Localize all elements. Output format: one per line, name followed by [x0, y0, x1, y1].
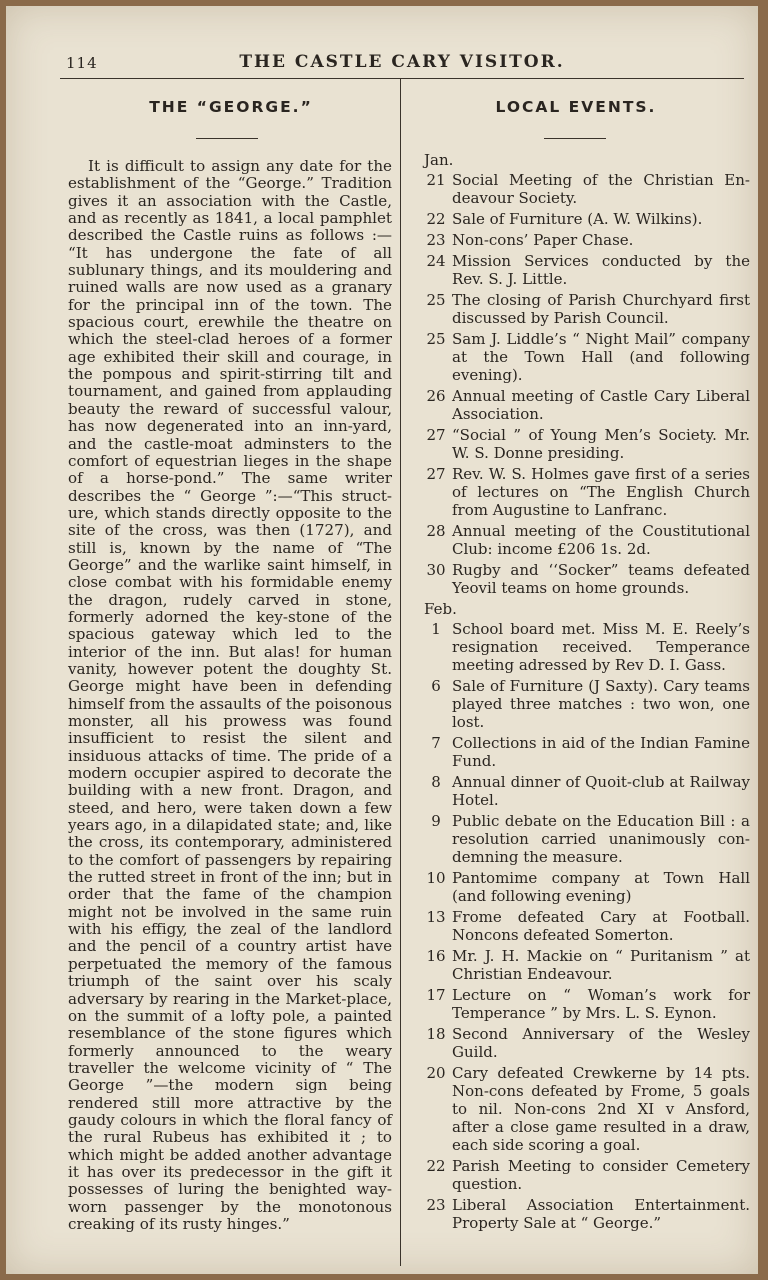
- event-day: 28: [426, 522, 446, 540]
- events-title-rule: [544, 138, 606, 139]
- page: [6, 6, 758, 1274]
- event-item: [420, 869, 750, 905]
- event-text: Annual dinner of Quoit-club at Railway Hotel.: [452, 773, 750, 809]
- event-text: Collections in aid of the Indian Famine Fund.: [452, 734, 750, 770]
- event-day: 8: [431, 773, 441, 791]
- event-item: [420, 947, 750, 983]
- event-item: [420, 1025, 750, 1061]
- column-divider: [400, 78, 401, 1266]
- event-text: Annual meeting of Castle Cary Liberal Association.: [452, 387, 750, 423]
- event-day: 23: [426, 231, 446, 249]
- event-day: 23: [426, 1196, 446, 1214]
- event-text: Rev. W. S. Holmes gave first of a series of lectures on “The English Church from Augustine to Lanfranc.: [452, 465, 750, 519]
- event-text: Rugby and ‘‘Socker” teams defeated Yeovil teams on home grounds.: [452, 561, 750, 597]
- event-text: Liberal Association Entertainment. Property Sale at “ George.”: [452, 1196, 750, 1232]
- article-body: It is difficult to assign any date for the establishment of the “George.” Tradition gives it an association with the Castle, and as recently as 1841, a local pamphlet described the Castle ruins as follows :— “It has undergone the fate of all sublunary things, and its mouldering and ruined walls are now used as a granary for the principal inn of the town. The spacious court, erewhile the theatre on which the steel-clad heroes of a former age exhibited their skill and courage, in the pompous and spirit-stirring tilt and tournament, and gained from applauding beauty the reward of successful valour, has now degenerated into an inn-yard, and the castle-moat adminsters to the comfort of equestrian lieges in the shape of a horse-pond.” The same writer describes the “ George ”:—“This structure, which stands directly opposite to the site of the cross, was then (1727), and still is, known by the name of “The George” and the warlike saint himself, in close combat with his formidable enemy the dragon, rudely carved in stone, formerly adorned the key-stone of the spacious gateway which led to the interior of the inn. But alas! for human vanity, however potent the doughty St. George might have been in defending himself from the assaults of the poisonous monster, all his prowess was found insufficient to resist the silent and insiduous attacks of time. The pride of a modern occupier aspired to decorate the building with a new front. Dragon, and steed, and hero, were taken down a few years ago, in a dilapidated state; and, like the cross, its contemporary, administered to the comfort of passengers by repairing the rutted street in front of the inn; but in order that the fame of the champion might not be involved in the same ruin with his effigy, the zeal of the landlord and the pencil of a country artist have perpetuated the memory of the famous triumph of the saint over his scaly adversary by rearing in the Market-place, on the summit of a lofty pole, a painted resemblance of the stone figures which formerly announced to the weary traveller the welcome vicinity of “ The George ”—the modern sign being rendered still more attractive by the gaudy colours in which the floral fancy of the rural Rubeus has exhibited it ; to which might be added another advantage it has over its predecessor in the gift it possesses of luring the benighted way-worn passenger by the monotonous creaking of its rusty hinges.”: [68, 157, 392, 1233]
- event-item: [420, 1196, 750, 1232]
- header-rule: [60, 78, 744, 79]
- event-day: 17: [426, 986, 446, 1004]
- event-text: Sale of Furniture (J Saxty). Cary teams played three matches : two won, one lost.: [452, 677, 750, 731]
- event-text: School board met. Miss M. E. Reely’s resignation received. Temperance meeting adressed by Rev D. I. Gass.: [452, 620, 750, 674]
- running-title: THE CASTLE CARY VISITOR.: [239, 52, 565, 72]
- event-text: Parish Meeting to consider Cemetery question.: [452, 1157, 750, 1193]
- event-item: [420, 426, 750, 462]
- event-item: [420, 812, 750, 866]
- events-list: [420, 151, 750, 1235]
- event-text: Pantomime company at Town Hall (and following evening): [452, 869, 750, 905]
- event-item: [420, 561, 750, 597]
- event-text: Mission Services conducted by the Rev. S. J. Little.: [452, 252, 750, 288]
- month-heading: Jan.: [424, 151, 454, 169]
- event-item: [420, 231, 750, 249]
- event-day: 27: [426, 465, 446, 483]
- article-title-rule: [196, 138, 258, 139]
- event-day: 27: [426, 426, 446, 444]
- event-item: [420, 1064, 750, 1154]
- event-day: 9: [431, 812, 441, 830]
- event-item: [420, 620, 750, 674]
- event-day: 25: [426, 291, 446, 309]
- article-title: THE “GEORGE.”: [149, 98, 313, 116]
- event-item: [420, 252, 750, 288]
- events-title: LOCAL EVENTS.: [495, 98, 657, 116]
- event-day: 18: [426, 1025, 446, 1043]
- event-day: 24: [426, 252, 446, 270]
- event-day: 30: [426, 561, 446, 579]
- event-text: Mr. J. H. Mackie on “ Puritanism ” at Christian Endeavour.: [452, 947, 750, 983]
- event-item: [420, 986, 750, 1022]
- event-item: [420, 330, 750, 384]
- event-text: Non-cons’ Paper Chase.: [452, 231, 634, 249]
- event-item: [420, 1157, 750, 1193]
- event-text: Public debate on the Education Bill : a resolution carried unanimously condemning the measure.: [452, 812, 750, 866]
- event-day: 10: [426, 869, 446, 887]
- event-text: Lecture on “ Woman’s work for Temperance ” by Mrs. L. S. Eynon.: [452, 986, 750, 1022]
- month-heading: Feb.: [424, 600, 457, 618]
- event-day: 22: [426, 1157, 446, 1175]
- event-item: [420, 171, 750, 207]
- event-item: [420, 908, 750, 944]
- event-text: Second Anniversary of the Wesley Guild.: [452, 1025, 750, 1061]
- event-item: [420, 387, 750, 423]
- event-item: [420, 465, 750, 519]
- event-day: 22: [426, 210, 446, 228]
- event-item: [420, 291, 750, 327]
- page-header: [66, 50, 738, 76]
- event-item: [420, 677, 750, 731]
- event-day: 13: [426, 908, 446, 926]
- event-day: 6: [431, 677, 441, 695]
- event-item: [420, 734, 750, 770]
- event-item: [420, 210, 750, 228]
- event-day: 7: [431, 734, 441, 752]
- event-text: Cary defeated Crewkerne by 14 pts. Non-cons defeated by Frome, 5 goals to nil. Non-cons 2nd XI v Ansford, after a close game resulted in a draw, each side scoring a goal.: [452, 1064, 750, 1154]
- event-day: 16: [426, 947, 446, 965]
- event-text: “Social ” of Young Men’s Society. Mr. W. S. Donne presiding.: [452, 426, 750, 462]
- event-text: Frome defeated Cary at Football. Noncons defeated Somerton.: [452, 908, 750, 944]
- event-text: Sale of Furniture (A. W. Wilkins).: [452, 210, 703, 228]
- event-text: Sam J. Liddle’s “ Night Mail” company at the Town Hall (and following evening).: [452, 330, 750, 384]
- event-item: [420, 773, 750, 809]
- event-day: 26: [426, 387, 446, 405]
- event-text: Social Meeting of the Christian Endeavour Society.: [452, 171, 750, 207]
- event-day: 25: [426, 330, 446, 348]
- event-day: 21: [426, 171, 446, 189]
- event-text: The closing of Parish Churchyard first discussed by Parish Council.: [452, 291, 750, 327]
- event-day: 20: [426, 1064, 446, 1082]
- event-text: Annual meeting of the Coustitutional Club: income £206 1s. 2d.: [452, 522, 750, 558]
- page-number: 114: [66, 54, 98, 72]
- event-day: 1: [431, 620, 441, 638]
- event-item: [420, 522, 750, 558]
